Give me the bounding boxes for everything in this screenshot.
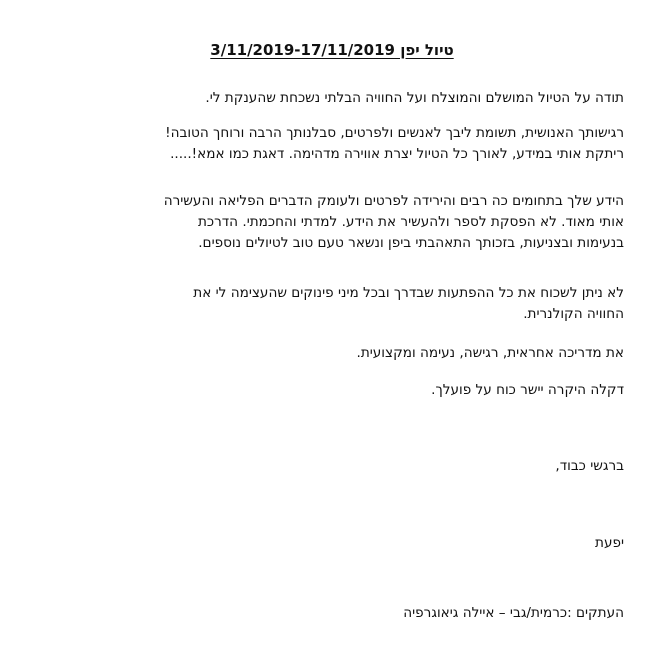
letter-title: טיול יפן 3/11/2019-17/11/2019 <box>210 41 454 59</box>
knowledge-paragraph: הידע שלך בתחומים כה רבים והירידה לפרטים ולעומק הדברים הפליאה והעשירה אותי מאוד. לא הפסקת לספר ולהעשיר את הידע. למדתי והחכמתי. הדרכת בנעימות ובצניעות, בזכותך התאהבתי ביפן ונשאר טעם טוב לטיולים נוספים. <box>163 193 624 251</box>
sensitivity-paragraph: רגישותך האנושית, תשומת ליבך לאנשים ולפרטים, סבלנותך הרבה ורוחך הטובה! ריתקת אותי במידע, לאורך כל הטיול יצרת אווירה מדהימה. דאגת כמו אמא!..... <box>165 125 624 162</box>
copies-line: העתקים :כרמית/גבי – איילה גיאוגרפיה <box>403 605 624 621</box>
kudos-paragraph: דקלה היקרה יישר כוח על פועלך. <box>431 382 624 398</box>
closing-line: ברגשי כבוד, <box>555 458 624 474</box>
thanks-paragraph: תודה על הטיול המושלם והמוצלח ועל החוויה הבלתי נשכחת שהענקת לי. <box>205 90 624 106</box>
signature-name: יפעת <box>595 535 624 551</box>
guide-praise-paragraph: את מדריכה אחראית, רגישה, נעימה ומקצועית. <box>356 345 624 361</box>
surprises-paragraph: לא ניתן לשכוח את כל ההפתעות שבדרך ובכל מיני פינוקים שהעצימה לי את החוויה הקולנרית. <box>193 285 624 322</box>
